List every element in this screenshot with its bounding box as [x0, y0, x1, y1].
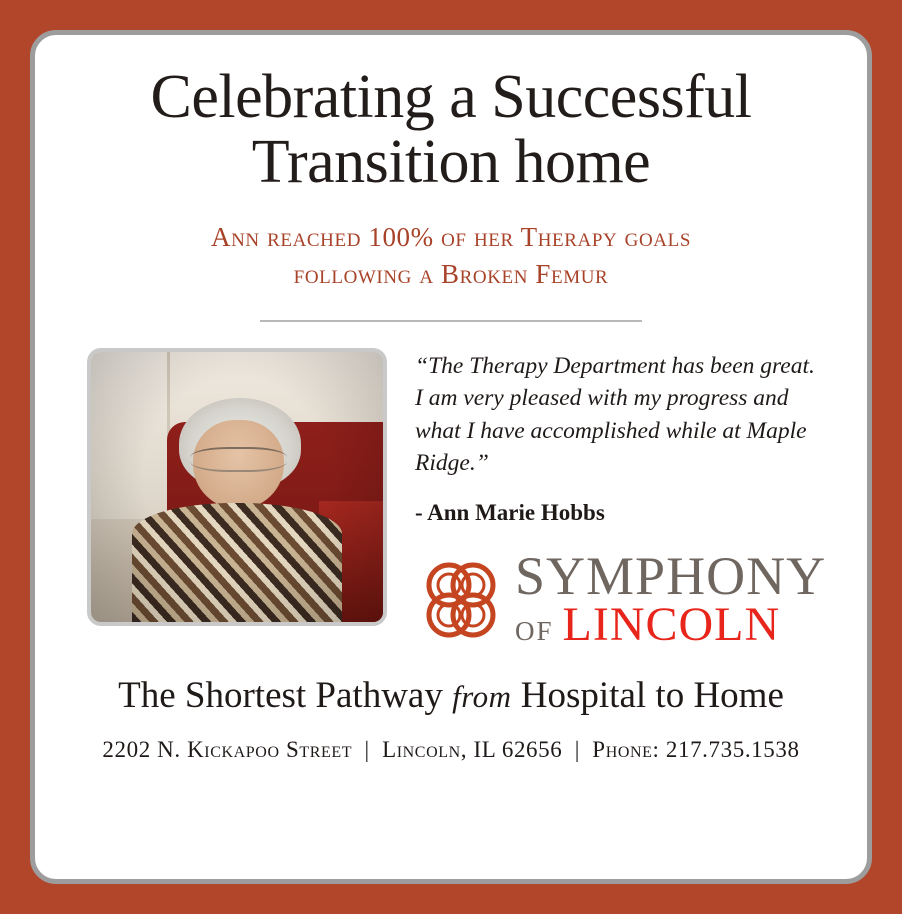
contact-address	[35, 737, 867, 763]
poster-card	[30, 30, 872, 884]
resident-photo	[87, 348, 387, 626]
address-separator-1: |	[364, 736, 370, 762]
tagline-script-word: from	[452, 678, 512, 714]
address-separator-2: |	[574, 736, 580, 762]
logo-symphony-text: SYMPHONY	[515, 545, 827, 606]
headline-line-1: Celebrating a Successful	[150, 63, 752, 131]
logo-lincoln-text: LINCOLN	[562, 598, 781, 652]
photo-image	[91, 352, 383, 622]
testimonial-attribution: - Ann Marie Hobbs	[415, 499, 605, 525]
testimonial-column	[387, 348, 827, 652]
logo-of-text: OF	[515, 616, 554, 647]
headline-line-2: Transition home	[251, 128, 651, 197]
interlocking-rings-icon	[415, 557, 507, 643]
photo-vignette	[91, 352, 383, 622]
page-title	[35, 35, 867, 195]
logo-wordmark	[507, 545, 827, 652]
subheadline-line-1: Ann reached 100% of her Therapy goals	[211, 222, 691, 253]
symphony-of-lincoln-logo	[415, 545, 827, 652]
testimonial-quote: “The Therapy Department has been great. I am very pleased with my progress and what I have accomplished while at Maple Ridge.”	[415, 353, 815, 477]
tagline-part-1: The Shortest Pathway	[118, 674, 443, 716]
content-row	[35, 322, 867, 652]
tagline-part-2: Hospital to Home	[520, 674, 784, 716]
tagline	[55, 674, 847, 717]
address-phone: Phone: 217.735.1538	[592, 736, 800, 762]
subheadline-line-2: following a Broken Femur	[293, 258, 609, 289]
subheadline	[95, 219, 807, 292]
address-city-state-zip: Lincoln, IL 62656	[382, 736, 563, 762]
address-street: 2202 N. Kickapoo Street	[102, 736, 353, 762]
logo-second-line	[515, 598, 826, 652]
